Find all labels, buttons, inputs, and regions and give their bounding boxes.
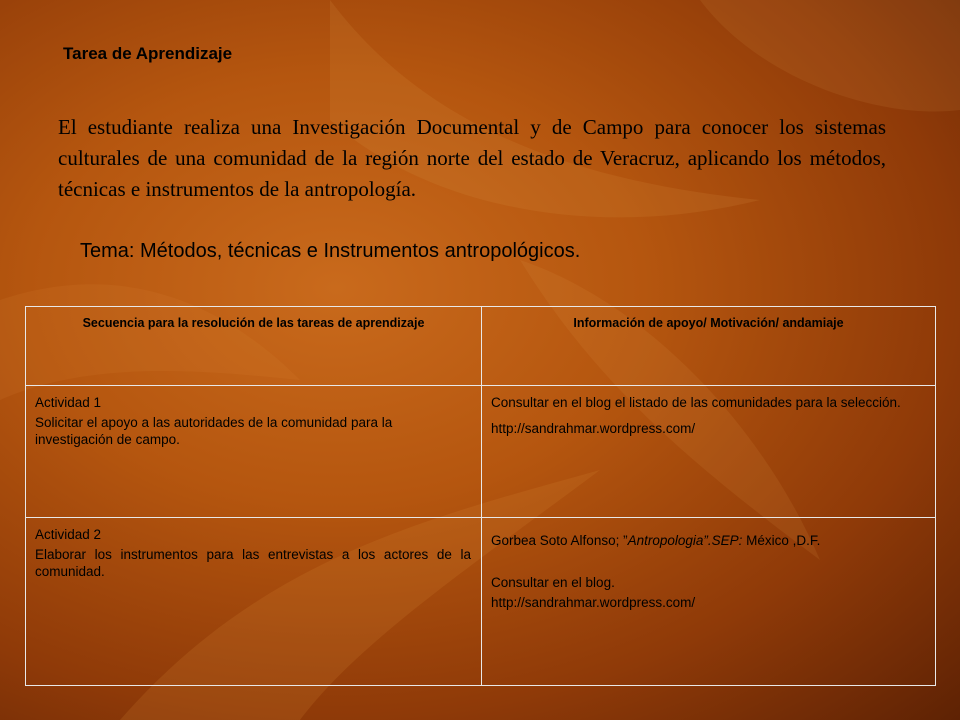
ref-author: Gorbea Soto Alfonso; ” xyxy=(491,532,628,548)
ref-title: Antropologia”.SEP: xyxy=(627,532,743,548)
slide-title: Tarea de Aprendizaje xyxy=(63,44,233,63)
activity-cell xyxy=(26,386,482,517)
activity-text: Solicitar el apoyo a las autoridades de la comunidad para la investigación de campo. xyxy=(35,415,393,448)
activity-label: Actividad 1 xyxy=(35,395,102,411)
table-row xyxy=(26,517,936,685)
header-sequence: Secuencia para la resolución de las tareas de aprendizaje xyxy=(26,307,482,386)
support-cell xyxy=(482,386,936,517)
table-header-row xyxy=(26,307,936,386)
support-text: Consultar en el blog el listado de las comunidades para la selección. xyxy=(491,395,901,411)
header-support: Información de apoyo/ Motivación/ andamiaje xyxy=(482,307,936,386)
activity-cell xyxy=(26,517,482,685)
support-text: Consultar en el blog. xyxy=(491,574,615,590)
ref-place: México ,D.F. xyxy=(742,532,821,548)
table-row xyxy=(26,386,936,517)
topic-line: Tema: Métodos, técnicas e Instrumentos antropológicos. xyxy=(80,240,581,262)
support-link[interactable]: http://sandrahmar.wordpress.com/ xyxy=(491,421,696,437)
intro-paragraph: El estudiante realiza una Investigación Documental y de Campo para conocer los sistemas culturales de una comunidad de la región norte del estado de Veracruz, aplicando los métodos, técnicas e instrumentos de la antropología. xyxy=(58,115,886,201)
activities-table xyxy=(25,306,936,686)
support-link[interactable]: http://sandrahmar.wordpress.com/ xyxy=(491,594,696,610)
activity-text: Elaborar los instrumentos para las entrevistas a los actores de la comunidad. xyxy=(35,546,471,579)
support-cell xyxy=(482,517,936,685)
reference-citation xyxy=(491,532,925,549)
activity-label: Actividad 2 xyxy=(35,526,102,542)
